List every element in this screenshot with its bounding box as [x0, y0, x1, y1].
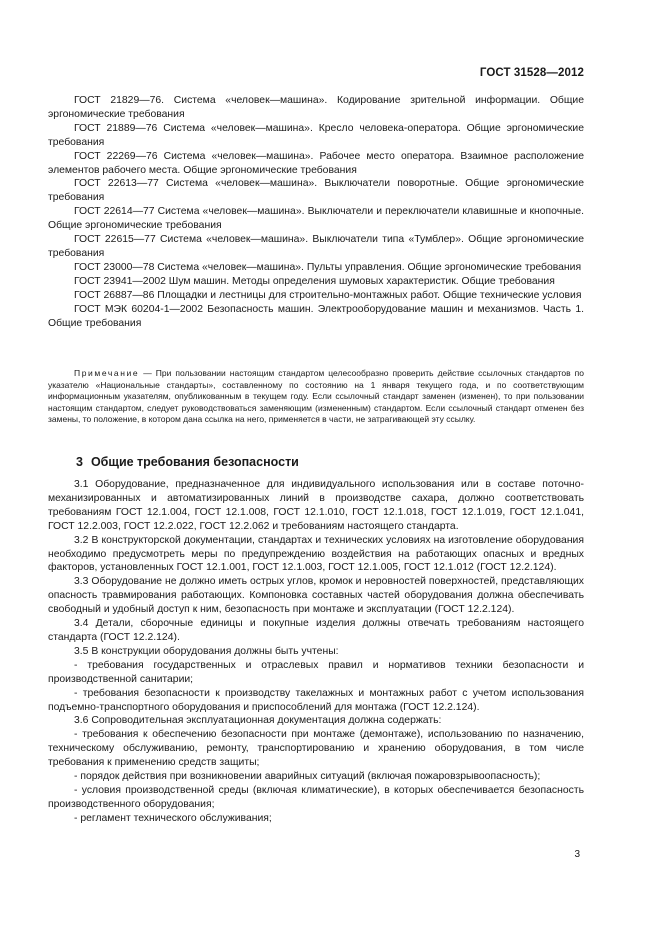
note-paragraph — [48, 368, 584, 426]
paragraph: 3.3 Оборудование не должно иметь острых углов, кромок и неровностей поверхностей, представляющих опасность травмирования работающих. Компоновка составных частей оборудования должна обеспечивать свободный и удобный доступ к ним, безопасность при монтаже и эксплуатации (ГОСТ 12.2.124). — [48, 576, 584, 616]
paragraph: 3.6 Сопроводительная эксплуатационная документация должна содержать: — [74, 715, 442, 727]
note-block — [48, 368, 584, 426]
paragraph: 3.4 Детали, сборочные единицы и покупные изделия должны отвечать требованиям настоящего стандарта (ГОСТ 12.2.124). — [48, 618, 584, 643]
list-item: - порядок действия при возникновении аварийных ситуаций (включая пожаровзрывоопасность); — [74, 771, 541, 783]
list-item: - требования безопасности к производству такелажных и монтажных работ с учетом использования подъемно-транспортного оборудования и приспособлений для монтажа (ГОСТ 12.2.124). — [48, 687, 584, 713]
reference-item: ГОСТ 22269—76 Система «человек—машина». Рабочее место оператора. Взаимное расположение элементов рабочего места. Общие эргономические требования — [48, 150, 584, 176]
reference-item: ГОСТ 21889—76 Система «человек—машина». Кресло человека-оператора. Общие эргономические требования — [48, 122, 584, 148]
reference-item: ГОСТ 23000—78 Система «человек—машина». Пульты управления. Общие эргономические требования — [74, 261, 582, 273]
list-item: - требования к обеспечению безопасности при монтаже (демонтаже), использованию по назначению, техническому обслуживанию, ремонту, транспортированию и хранению оборудования, в том числе требования к применению средств защиты; — [48, 729, 584, 769]
list-item: - условия производственной среды (включая климатические), в которых обеспечивается безопасность производственного оборудования; — [48, 784, 584, 810]
document-header: ГОСТ 31528—2012 — [479, 67, 584, 79]
reference-item: ГОСТ 26887—86 Площадки и лестницы для строительно-монтажных работ. Общие технические условия — [74, 289, 582, 301]
note-text: — При пользовании настоящим стандартом целесообразно проверить действие ссылочных стандартов по указателю «Национальные стандарты», составленному по состоянию на 1 января текущего года, и по соответствующим информационным указателям, опубликованным в текущем году. Если ссылочный стандарт заменен (изменен), то при пользовании настоящим стандартом, следует руководствоваться заменяющим (измененным) стандартом. Если ссылочный стандарт отменен без замены, то положение, в котором дана ссылка на него, применяется в части, не затрагивающей эту ссылку. — [48, 368, 584, 425]
paragraph: 3.1 Оборудование, предназначенное для индивидуального использования или в составе поточно-механизированных и автоматизированных линий в производстве сахара, должно соответствовать требованиям ГОСТ 12.1.004, ГОСТ 12.1.008, ГОСТ 12.1.010, ГОСТ 12.1.018, ГОСТ 12.1.019, ГОСТ 12.1.041, ГОСТ 12.2.003, ГОСТ 12.2.022, ГОСТ 12.2.062 и требованиям настоящего стандарта. — [48, 479, 584, 532]
section-number: 3 — [76, 455, 83, 469]
reference-item: ГОСТ 21829—76. Система «человек—машина». Кодирование зрительной информации. Общие эргономические требования — [48, 95, 584, 120]
list-item: - требования государственных и отраслевых правил и нормативов техники безопасности и производственной санитарии; — [48, 659, 584, 685]
reference-item: ГОСТ 22613—77 Система «человек—машина». Выключатели поворотные. Общие эргономические требования — [48, 178, 584, 204]
section-body — [48, 478, 584, 826]
section-title: Общие требования безопасности — [90, 455, 299, 469]
reference-item: ГОСТ 23941—2002 Шум машин. Методы определения шумовых характеристик. Общие требования — [74, 275, 555, 287]
paragraph: 3.5 В конструкции оборудования должны быть учтены: — [74, 645, 339, 657]
normative-references — [48, 94, 584, 330]
page-number: 3 — [574, 849, 580, 860]
note-label: Примечание — [74, 368, 140, 378]
list-item: - регламент технического обслуживания; — [74, 812, 272, 824]
reference-item: ГОСТ 22614—77 Система «человек—машина». Выключатели и переключатели клавишные и кнопочные. Общие эргономические требования — [48, 206, 584, 232]
section-heading — [76, 455, 299, 469]
reference-item: ГОСТ МЭК 60204-1—2002 Безопасность машин. Электрооборудование машин и механизмов. Часть 1. Общие требования — [48, 303, 584, 329]
reference-item: ГОСТ 22615—77 Система «человек—машина». Выключатели типа «Тумблер». Общие эргономические требования — [48, 234, 584, 259]
paragraph: 3.2 В конструкторской документации, стандартах и технических условиях на изготовление оборудования необходимо предусмотреть меры по предупреждению воздействия на работающих опасных и вредных факторов, установленных ГОСТ 12.1.001, ГОСТ 12.1.003, ГОСТ 12.1.005, ГОСТ 12.1.012 (ГОСТ 12.2.124). — [48, 534, 584, 574]
